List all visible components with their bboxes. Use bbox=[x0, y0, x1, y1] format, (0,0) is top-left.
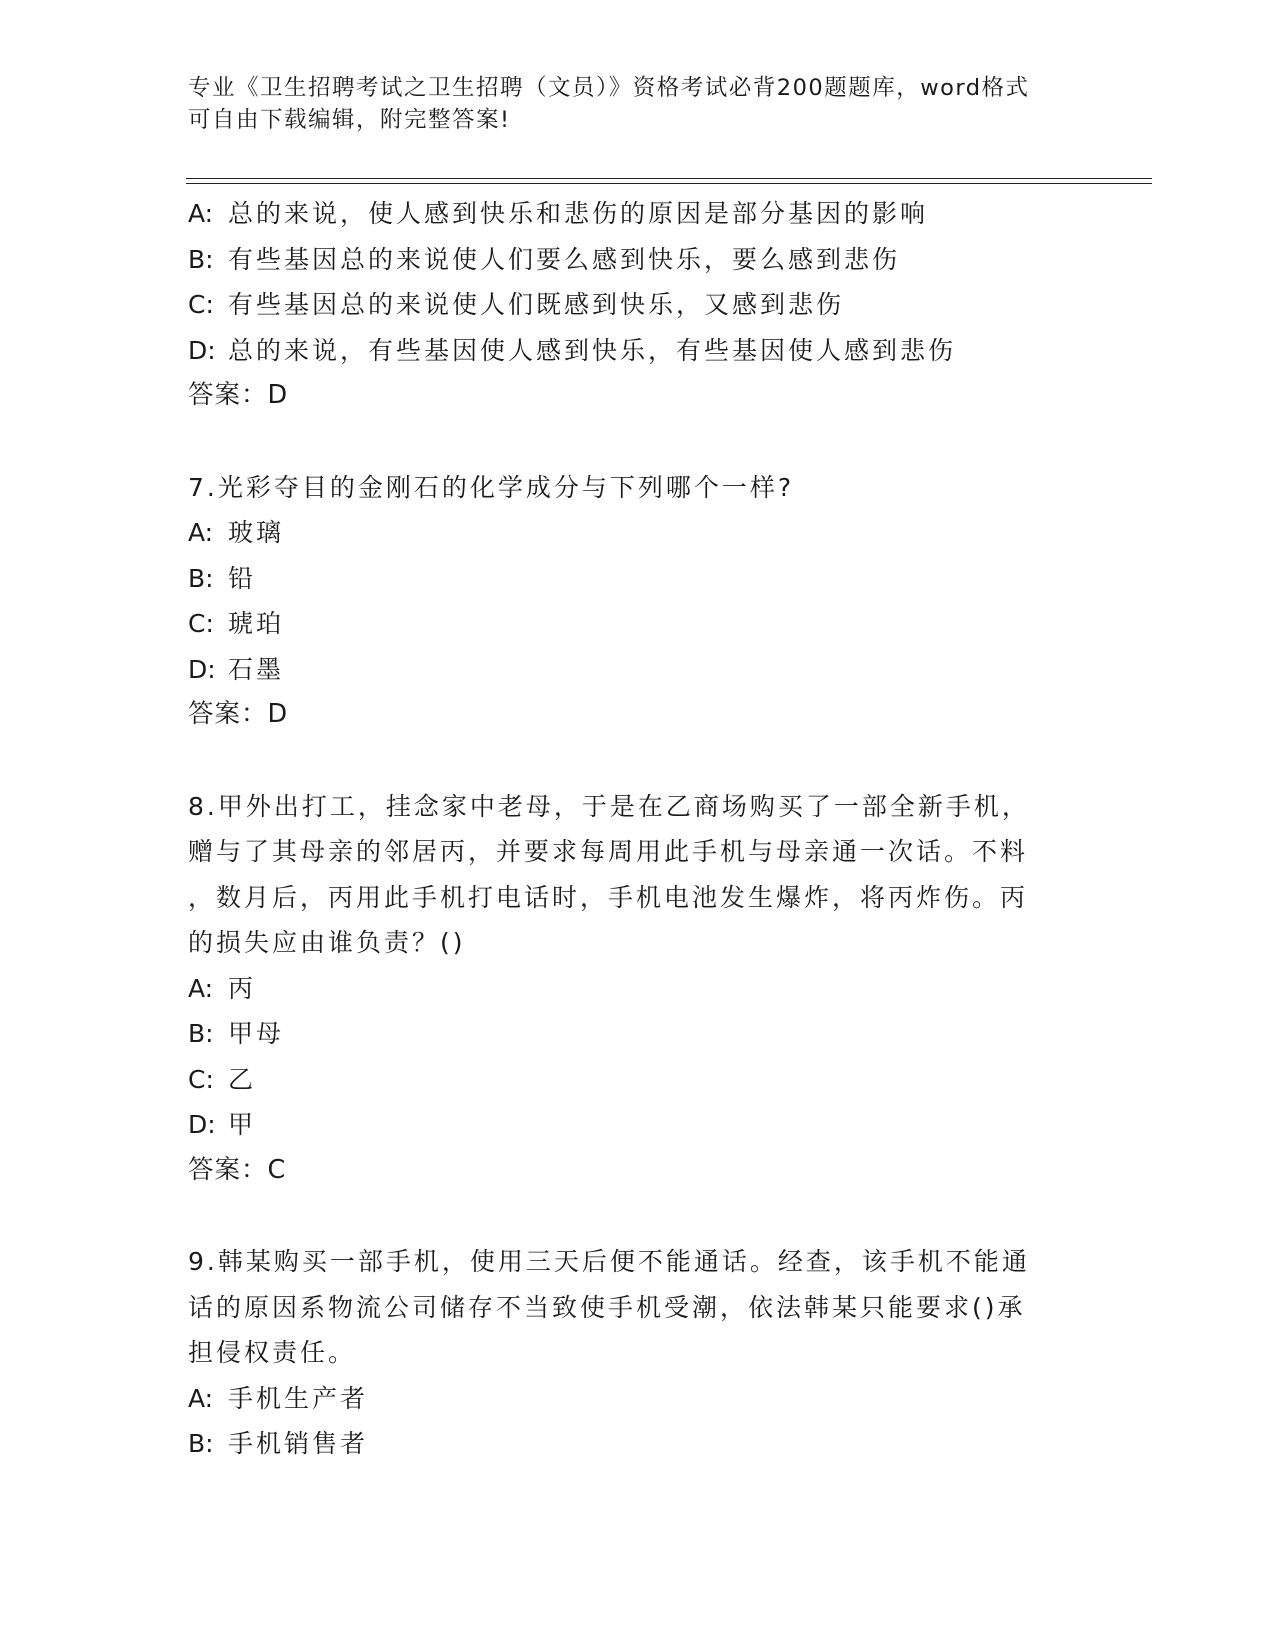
answer: 答案：C bbox=[188, 1154, 287, 1185]
option-b bbox=[188, 556, 1068, 602]
option-text: 手机生产者 bbox=[228, 1383, 369, 1413]
answer: 答案：D bbox=[188, 380, 289, 410]
option-text: 总的来说，使人感到快乐和悲伤的原因是部分基因的影响 bbox=[228, 199, 929, 228]
question-9 bbox=[188, 1239, 1068, 1467]
option-d bbox=[188, 647, 1068, 693]
answer: 答案：D bbox=[188, 699, 289, 729]
question-list bbox=[188, 191, 1068, 1467]
option-a bbox=[188, 966, 1068, 1012]
option-text: 甲母 bbox=[228, 1019, 285, 1048]
option-letter: B: bbox=[188, 1019, 214, 1048]
header-line-2: 可自由下载编辑，附完整答案! bbox=[188, 107, 511, 133]
header-rule-top bbox=[186, 178, 1152, 179]
spacer bbox=[188, 738, 1068, 784]
option-text: 手机销售者 bbox=[228, 1429, 369, 1458]
option-text: 有些基因总的来说使人们既感到快乐，又感到悲伤 bbox=[228, 290, 845, 319]
question-title-line: 赠与了其母亲的邻居丙，并要求每周用此手机与母亲通一次话。不料 bbox=[188, 837, 1029, 866]
option-c bbox=[188, 601, 1068, 647]
option-letter: A: bbox=[188, 1383, 214, 1413]
option-letter: B: bbox=[188, 563, 214, 593]
option-text: 有些基因总的来说使人们要么感到快乐，要么感到悲伤 bbox=[228, 244, 901, 274]
option-letter: C: bbox=[188, 1064, 214, 1094]
option-b bbox=[188, 1011, 1068, 1057]
option-text: 铅 bbox=[228, 563, 257, 593]
question-8 bbox=[188, 784, 1068, 1194]
option-letter: B: bbox=[188, 1429, 214, 1458]
option-a bbox=[188, 510, 1068, 556]
option-a bbox=[188, 191, 1068, 237]
question-7 bbox=[188, 465, 1068, 738]
option-text: 总的来说，有些基因使人感到快乐，有些基因使人感到悲伤 bbox=[228, 335, 957, 365]
option-letter: C: bbox=[188, 290, 214, 319]
option-d bbox=[188, 1102, 1068, 1148]
option-c bbox=[188, 1057, 1068, 1103]
question-title-line: 担侵权责任。 bbox=[188, 1338, 357, 1367]
header-line-1: 专业《卫生招聘考试之卫生招聘（文员）》资格考试必背200题题库，word格式 bbox=[188, 75, 1030, 101]
option-c bbox=[188, 282, 1068, 328]
question-6 bbox=[188, 191, 1068, 419]
option-text: 乙 bbox=[228, 1064, 257, 1094]
option-letter: D: bbox=[188, 335, 216, 365]
option-b bbox=[188, 237, 1068, 283]
option-letter: C: bbox=[188, 609, 214, 638]
document-header bbox=[188, 72, 1068, 136]
option-text: 丙 bbox=[228, 973, 257, 1003]
option-letter: A: bbox=[188, 518, 214, 547]
question-title-line: 8.甲外出打工，挂念家中老母，于是在乙商场购买了一部全新手机， bbox=[188, 791, 1030, 821]
option-letter: B: bbox=[188, 244, 214, 274]
question-title-line: ，数月后，丙用此手机打电话时，手机电池发生爆炸，将丙炸伤。丙 bbox=[188, 882, 1029, 912]
question-title-line: 话的原因系物流公司储存不当致使手机受潮，依法韩某只能要求()承 bbox=[188, 1292, 1026, 1322]
question-title-line: 的损失应由谁负责？() bbox=[188, 928, 466, 957]
option-text: 石墨 bbox=[228, 654, 285, 684]
option-text: 甲 bbox=[228, 1110, 257, 1139]
spacer bbox=[188, 1193, 1068, 1239]
option-text: 琥珀 bbox=[228, 609, 285, 638]
header-rule-bottom bbox=[186, 183, 1152, 184]
spacer bbox=[188, 419, 1068, 465]
question-title: 7.光彩夺目的金刚石的化学成分与下列哪个一样? bbox=[188, 472, 795, 502]
option-letter: A: bbox=[188, 973, 214, 1003]
option-a bbox=[188, 1376, 1068, 1422]
option-d bbox=[188, 328, 1068, 374]
option-b bbox=[188, 1421, 1068, 1467]
option-letter: D: bbox=[188, 654, 216, 684]
option-letter: D: bbox=[188, 1110, 216, 1139]
option-letter: A: bbox=[188, 199, 214, 228]
question-title-line: 9.韩某购买一部手机，使用三天后便不能通话。经查，该手机不能通 bbox=[188, 1247, 1030, 1276]
option-text: 玻璃 bbox=[228, 518, 285, 547]
